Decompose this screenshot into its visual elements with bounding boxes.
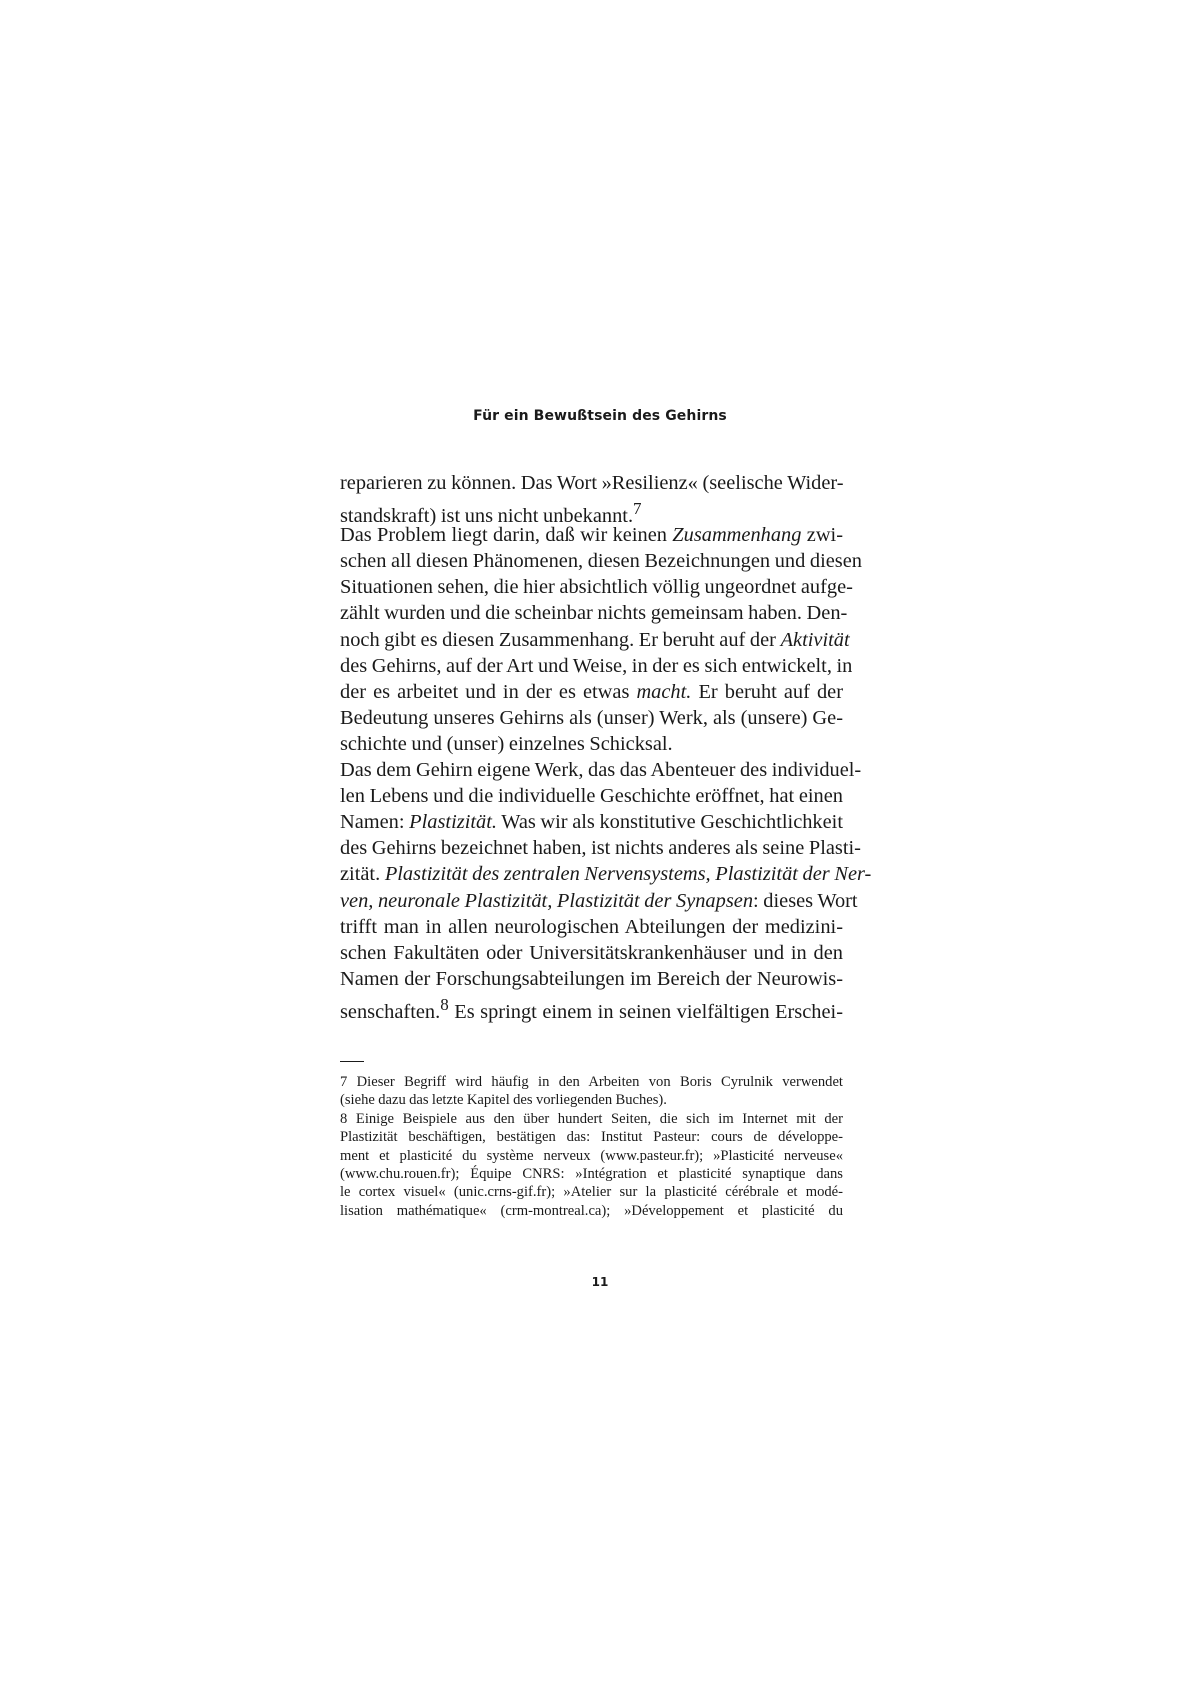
footnote-line: (www.chu.rouen.fr); Équipe CNRS: »Intégration et plasticité synaptique dans <box>340 1165 843 1182</box>
footnote-line: Plastizität beschäftigen, bestätigen das: Institut Pasteur: cours de développe- <box>340 1129 843 1146</box>
emphasis: Plastizität des zentralen Nervensystems, Plastizität der Ner- <box>384 863 872 886</box>
footnote-line: (siehe dazu das letzte Kapitel des vorliegenden Buches). <box>340 1092 667 1109</box>
footnote-ref: 8 <box>440 994 449 1014</box>
text-line: standskraft) ist uns nicht unbekannt.$^7$ <box>340 499 642 527</box>
text-line: ven, neuronale Plastizität, Plastizität der Synapsen: dieses Wort <box>340 889 858 912</box>
text-line: Namen: Plastizität. Was wir als konstitutive Geschichtlichkeit <box>340 811 844 834</box>
emphasis: Aktivität <box>780 628 850 651</box>
footnote-rule <box>340 1061 364 1062</box>
text-line: der es arbeitet und in der es etwas macht. Er beruht auf der <box>340 680 844 703</box>
footnote-line: lisation mathématique« (crm-montreal.ca); »Développement et plasticité du <box>340 1202 843 1219</box>
text-line: schen all diesen Phänomenen, diesen Bezeichnungen und diesen <box>340 550 862 573</box>
text-line: trifft man in allen neurologischen Abteilungen der medizini- <box>340 915 843 938</box>
text-line: reparieren zu können. Das Wort »Resilienz« (seelische Wider- <box>340 472 844 494</box>
text-line: noch gibt es diesen Zusammenhang. Er beruht auf der Aktivität <box>340 628 850 651</box>
footnote-line: 8 Einige Beispiele aus den über hundert Seiten, die sich im Internet mit der <box>340 1110 843 1127</box>
emphasis: Plastizität. <box>409 811 497 834</box>
text-line: schen Fakultäten oder Universitätskrankenhäuser und in den <box>340 941 843 964</box>
text-line: des Gehirns bezeichnet haben, ist nichts anderes als seine Plasti- <box>340 837 861 860</box>
emphasis: Zusammenhang <box>672 524 802 547</box>
page-number: 11 <box>591 1275 609 1289</box>
text-line: schichte und (unser) einzelnes Schicksal. <box>340 732 673 755</box>
emphasis: ven, neuronale Plastizität, Plastizität der Synapsen <box>340 889 754 912</box>
emphasis: macht. <box>636 680 692 703</box>
text-line: Das dem Gehirn eigene Werk, das das Abenteuer des individuel- <box>340 759 862 782</box>
text-line: len Lebens und die individuelle Geschichte eröffnet, hat einen <box>340 785 843 808</box>
text-line: Bedeutung unseres Gehirns als (unser) Werk, als (unsere) Ge- <box>340 706 843 729</box>
text-line: des Gehirns, auf der Art und Weise, in der es sich entwickelt, in <box>340 654 853 677</box>
text-line: Das Problem liegt darin, daß wir keinen Zusammenhang zwi- <box>340 524 843 547</box>
footnote-ref: 7 <box>633 499 642 519</box>
running-head: Für ein Bewußtsein des Gehirns <box>473 408 727 424</box>
text-line: Situationen sehen, die hier absichtlich völlig ungeordnet aufge- <box>340 576 853 599</box>
footnote-line: ment et plasticité du système nerveux (www.pasteur.fr); »Plasticité nerveuse« <box>340 1147 843 1164</box>
text-line: zählt wurden und die scheinbar nichts gemeinsam haben. Den- <box>340 602 848 625</box>
footnote-line: 7 Dieser Begriff wird häufig in den Arbeiten von Boris Cyrulnik verwendet <box>340 1074 843 1090</box>
body-text <box>340 470 872 1023</box>
text-line: zität. Plastizität des zentralen Nervensystems, Plastizität der Ner- <box>340 863 872 886</box>
text-line: Namen der Forschungsabteilungen im Bereich der Neurowis- <box>340 967 843 990</box>
text-line: senschaften.$^8$ Es springt einem in seinen vielfältigen Erschei- <box>340 994 843 1023</box>
footnotes <box>340 1073 843 1220</box>
footnote-line: le cortex visuel« (unic.crns-gif.fr); »Atelier sur la plasticité cérébrale et modé- <box>340 1184 843 1201</box>
